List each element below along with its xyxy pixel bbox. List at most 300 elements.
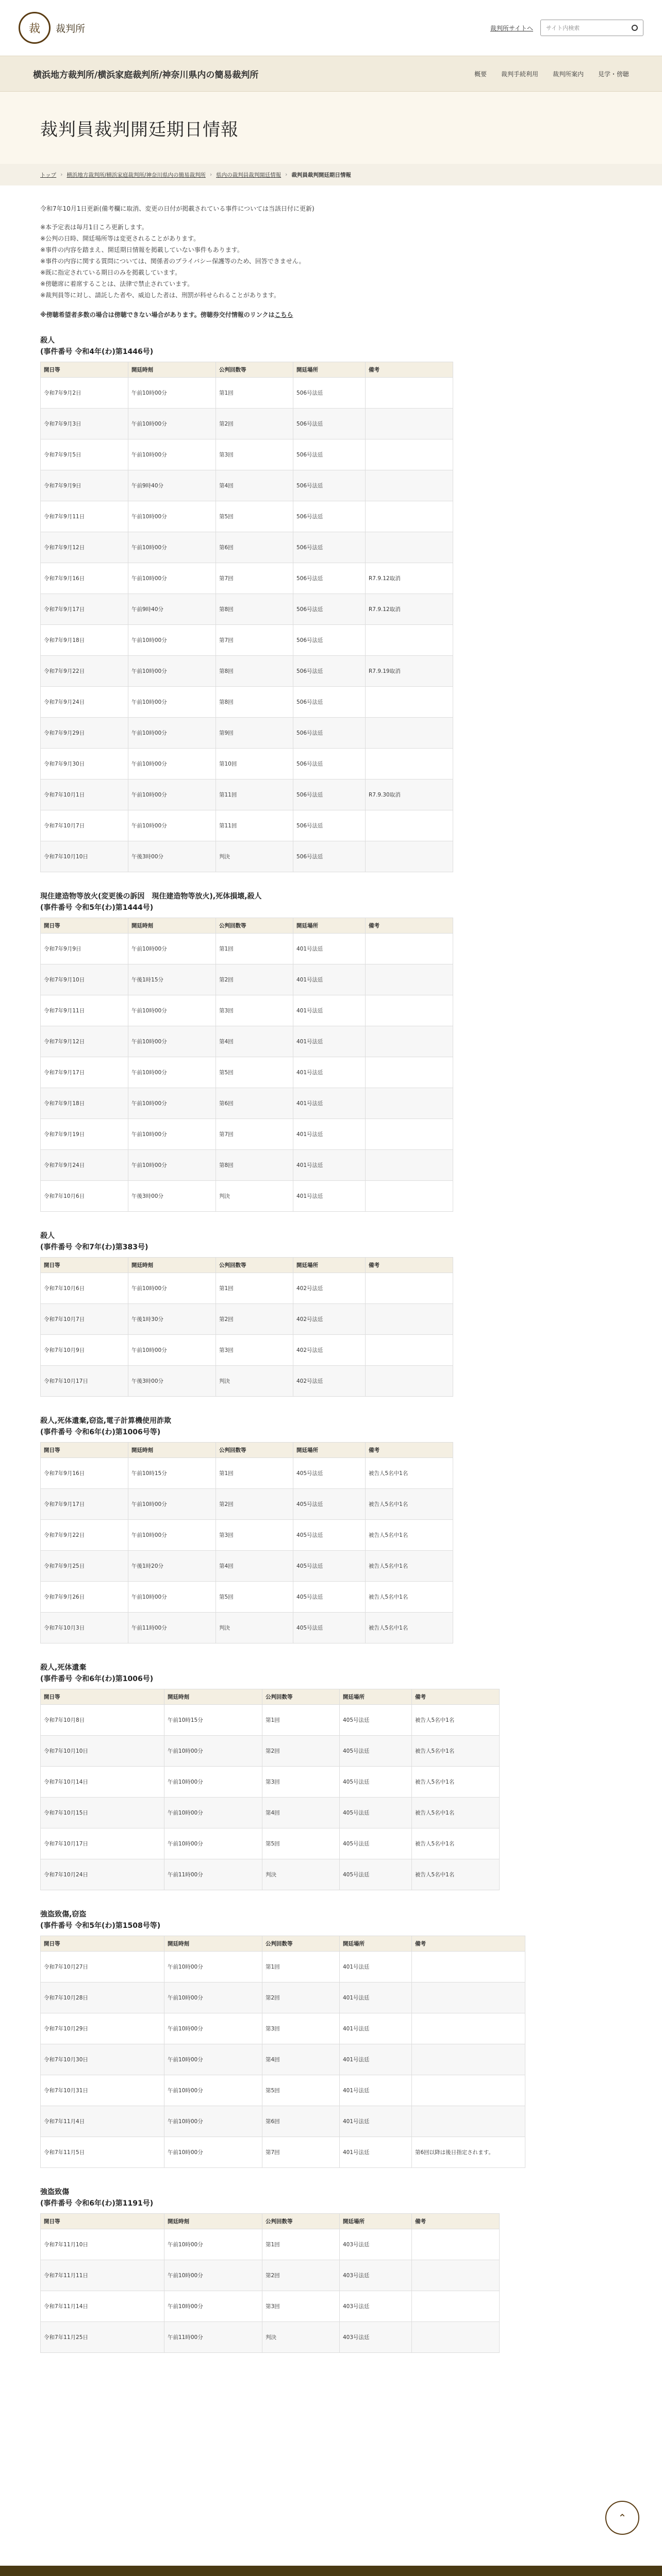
table-header-cell: 開日等 [41, 1443, 128, 1458]
table-cell: 401号法廷 [340, 2044, 412, 2075]
search-input[interactable] [540, 20, 643, 36]
table-cell: 第4回 [262, 1798, 340, 1828]
table-cell: 506号法廷 [293, 656, 366, 687]
table-row [41, 1489, 453, 1520]
breadcrumb-item[interactable]: 横浜地方裁判所/横浜家庭裁判所/神奈川県内の簡易裁判所 [67, 172, 206, 178]
table-row [41, 810, 453, 841]
note-line: ※事件の内容に関する質問については、関係者のプライバシー保護等のため、回答できません。 [40, 258, 305, 265]
table-cell: 506号法廷 [293, 718, 366, 749]
table-cell: 401号法廷 [340, 2075, 412, 2106]
table-cell: 令和7年9月12日 [41, 1026, 128, 1057]
table-cell: 判決 [216, 841, 293, 872]
case-section [40, 2187, 622, 2353]
table-row [41, 1335, 453, 1366]
table-cell: 午後1時30分 [128, 1304, 216, 1335]
case-title: 強盗致傷 [40, 2188, 69, 2196]
table-cell [366, 378, 453, 409]
table-cell: 午前10時00分 [128, 934, 216, 964]
table-cell: 午後3時00分 [128, 1366, 216, 1397]
table-cell: 令和7年10月28日 [41, 1982, 164, 2013]
table-cell: 令和7年10月7日 [41, 1304, 128, 1335]
table-cell [366, 625, 453, 656]
table-header-cell: 開廷時刻 [128, 918, 216, 934]
table-row [41, 1366, 453, 1397]
court-nav-item[interactable]: 概要 [474, 70, 487, 78]
table-row [41, 934, 453, 964]
table-cell: 令和7年9月25日 [41, 1551, 128, 1582]
table-cell: 405号法廷 [293, 1582, 366, 1613]
table-row [41, 964, 453, 995]
logo-text: 裁判所 [56, 23, 86, 35]
table-row [41, 532, 453, 563]
case-title: 現住建造物等放火(変更後の訴因 現住建造物等放火),死体損壊,殺人 [40, 892, 262, 901]
table-cell: 403号法廷 [340, 2322, 412, 2353]
table-cell [412, 2291, 500, 2322]
table-cell: 401号法廷 [293, 964, 366, 995]
table-cell [366, 1181, 453, 1212]
table-cell: 午前10時00分 [128, 718, 216, 749]
table-cell [366, 470, 453, 501]
table-cell: 506号法廷 [293, 563, 366, 594]
note-line: ※既に指定されている期日のみを掲載しています。 [40, 269, 181, 276]
case-number: (事件番号 令和6年(わ)第1006号) [40, 1675, 154, 1683]
table-row [41, 1613, 453, 1643]
table-cell: 令和7年10月10日 [41, 841, 128, 872]
table-cell: 405号法廷 [340, 1736, 412, 1767]
table-row [41, 2291, 500, 2322]
table-cell [366, 1088, 453, 1119]
table-cell [366, 409, 453, 439]
table-cell: 第3回 [216, 439, 293, 470]
table-header-cell: 開廷場所 [293, 1443, 366, 1458]
table-cell: 午前10時00分 [164, 1982, 262, 2013]
table-cell: 判決 [216, 1181, 293, 1212]
table-cell: 402号法廷 [293, 1304, 366, 1335]
table-cell [366, 1366, 453, 1397]
search-icon[interactable] [632, 25, 638, 31]
table-header-cell: 開日等 [41, 1258, 128, 1273]
table-cell [366, 841, 453, 872]
table-cell: 506号法廷 [293, 378, 366, 409]
table-header-cell: 開廷場所 [293, 362, 366, 378]
table-header-row [41, 362, 453, 378]
breadcrumb-item[interactable]: トップ [40, 172, 57, 178]
table-cell [366, 749, 453, 779]
table-row [41, 2106, 525, 2137]
table-cell: 令和7年9月22日 [41, 1520, 128, 1551]
case-section [40, 1415, 622, 1643]
table-cell: 午前10時00分 [128, 1026, 216, 1057]
table-cell: 第8回 [216, 656, 293, 687]
table-cell: 506号法廷 [293, 409, 366, 439]
table-cell [412, 2075, 525, 2106]
table-cell: 令和7年9月16日 [41, 563, 128, 594]
note-line: ※裁判員等に対し、請託した者や、威迫した者は、刑罰が科せられることがあります。 [40, 292, 280, 299]
table-cell: 被告人5名中1名 [412, 1828, 500, 1859]
table-cell: 午前10時00分 [128, 439, 216, 470]
table-row [41, 2075, 525, 2106]
table-cell: 第4回 [262, 2044, 340, 2075]
table-row [41, 2137, 525, 2168]
table-cell: 令和7年10月6日 [41, 1181, 128, 1212]
breadcrumb [0, 164, 662, 185]
table-cell: 午前10時00分 [128, 1119, 216, 1150]
table-cell: 401号法廷 [340, 2106, 412, 2137]
table-cell: 令和7年9月9日 [41, 934, 128, 964]
table-cell: 令和7年10月29日 [41, 2013, 164, 2044]
schedule-table [40, 2213, 500, 2353]
site-logo[interactable] [19, 12, 85, 44]
table-cell: 506号法廷 [293, 439, 366, 470]
case-section [40, 1230, 622, 1397]
table-cell: 午前11時00分 [164, 2322, 262, 2353]
table-header-cell: 公判回数等 [216, 918, 293, 934]
table-cell: 令和7年10月7日 [41, 810, 128, 841]
table-cell: 判決 [262, 1859, 340, 1890]
table-cell: 第5回 [216, 1582, 293, 1613]
table-cell [366, 1304, 453, 1335]
table-cell [366, 501, 453, 532]
table-cell: 令和7年9月17日 [41, 1057, 128, 1088]
table-cell [412, 2260, 500, 2291]
table-cell: 第7回 [216, 625, 293, 656]
table-cell: 第1回 [216, 378, 293, 409]
table-row [41, 470, 453, 501]
table-cell: 506号法廷 [293, 749, 366, 779]
table-cell: 午前10時00分 [164, 2075, 262, 2106]
table-cell: 401号法廷 [293, 1150, 366, 1181]
table-cell: 令和7年9月18日 [41, 1088, 128, 1119]
table-cell: 午前10時00分 [164, 2106, 262, 2137]
table-row [41, 625, 453, 656]
table-cell: 令和7年9月11日 [41, 995, 128, 1026]
table-cell: 第1回 [216, 1458, 293, 1489]
table-cell: 午後3時00分 [128, 841, 216, 872]
case-number: (事件番号 令和5年(わ)第1508号等) [40, 1922, 161, 1930]
table-cell: 401号法廷 [293, 1057, 366, 1088]
table-header-cell: 開日等 [41, 1689, 164, 1705]
table-cell: 令和7年11月5日 [41, 2137, 164, 2168]
case-number: (事件番号 令和6年(わ)第1006号等) [40, 1428, 161, 1436]
table-cell: 午前10時00分 [128, 1088, 216, 1119]
table-cell: 被告人5名中1名 [412, 1859, 500, 1890]
table-cell: 午前10時00分 [128, 1335, 216, 1366]
table-cell: R7.9.19取消 [366, 656, 453, 687]
table-cell: 被告人5名中1名 [366, 1489, 453, 1520]
table-cell: 401号法廷 [340, 1952, 412, 1982]
table-row [41, 2044, 525, 2075]
table-cell: 令和7年9月24日 [41, 687, 128, 718]
table-cell: 令和7年9月16日 [41, 1458, 128, 1489]
table-header-row [41, 1258, 453, 1273]
main-content [0, 185, 662, 2353]
table-cell: 午前10時15分 [128, 1458, 216, 1489]
case-section [40, 335, 622, 872]
sitemap-link[interactable]: 裁判所サイトへ [490, 24, 533, 32]
schedule-table [40, 918, 453, 1212]
table-cell: 第1回 [216, 1273, 293, 1304]
table-row [41, 501, 453, 532]
table-cell: 第11回 [216, 779, 293, 810]
table-cell: 令和7年9月18日 [41, 625, 128, 656]
chevron-up-icon: ⌃ [618, 2512, 627, 2524]
court-nav-item[interactable]: 見学・傍聴 [598, 70, 629, 78]
table-cell: 第6回 [216, 532, 293, 563]
table-cell: 506号法廷 [293, 810, 366, 841]
table-cell: 令和7年10月6日 [41, 1273, 128, 1304]
table-cell: 被告人5名中1名 [412, 1798, 500, 1828]
case-number: (事件番号 令和6年(わ)第1191号) [40, 2199, 154, 2208]
table-cell [366, 934, 453, 964]
breadcrumb-separator: › [285, 172, 288, 178]
breadcrumb-item[interactable]: 県内の裁判員裁判開廷情報 [216, 172, 282, 178]
table-cell: 令和7年10月10日 [41, 1736, 164, 1767]
notes-list [40, 222, 622, 320]
table-cell: 判決 [216, 1613, 293, 1643]
table-cell: 第8回 [216, 687, 293, 718]
table-row [41, 1150, 453, 1181]
table-cell: R7.9.30取消 [366, 779, 453, 810]
table-cell: 午前10時00分 [128, 409, 216, 439]
table-cell: R7.9.12取消 [366, 594, 453, 625]
table-cell: 第10回 [216, 749, 293, 779]
table-cell: 第2回 [262, 1982, 340, 2013]
table-row [41, 1736, 500, 1767]
table-cell: 405号法廷 [340, 1767, 412, 1798]
table-header-cell: 開日等 [41, 918, 128, 934]
table-header-cell: 開廷時刻 [128, 1258, 216, 1273]
table-cell: 第5回 [262, 1828, 340, 1859]
table-cell [366, 1057, 453, 1088]
table-header-cell: 公判回数等 [262, 2214, 340, 2229]
table-cell [412, 2044, 525, 2075]
table-cell: 506号法廷 [293, 470, 366, 501]
table-row [41, 1582, 453, 1613]
table-cell: 午前10時00分 [128, 779, 216, 810]
site-footer [0, 2566, 662, 2576]
back-to-top-button[interactable] [605, 2501, 639, 2535]
schedule-table [40, 362, 453, 872]
table-cell: 第5回 [216, 501, 293, 532]
table-header-cell: 開廷時刻 [128, 362, 216, 378]
table-cell: 405号法廷 [293, 1551, 366, 1582]
table-cell: 第3回 [216, 995, 293, 1026]
case-section [40, 1662, 622, 1890]
table-cell [366, 1273, 453, 1304]
table-cell: 第1回 [216, 934, 293, 964]
table-row [41, 718, 453, 749]
table-cell: 第1回 [262, 1952, 340, 1982]
table-cell: 405号法廷 [340, 1705, 412, 1736]
table-row [41, 1119, 453, 1150]
schedule-table [40, 1689, 500, 1890]
table-row [41, 1026, 453, 1057]
table-cell: 506号法廷 [293, 532, 366, 563]
table-row [41, 1982, 525, 2013]
table-cell: 令和7年10月15日 [41, 1798, 164, 1828]
table-cell: 午前10時00分 [164, 1736, 262, 1767]
table-cell: 402号法廷 [293, 1366, 366, 1397]
table-row [41, 1798, 500, 1828]
table-row [41, 1181, 453, 1212]
court-nav [474, 70, 629, 78]
table-cell: 506号法廷 [293, 687, 366, 718]
table-cell [412, 1982, 525, 2013]
table-cell: 被告人5名中1名 [412, 1767, 500, 1798]
note-line: ※事件の内容を踏まえ、開廷期日情報を掲載していない事件もあります。 [40, 246, 243, 253]
table-cell: 午前10時00分 [128, 749, 216, 779]
table-cell: 第3回 [262, 1767, 340, 1798]
table-header-cell: 開廷場所 [340, 2214, 412, 2229]
table-cell: 第1回 [262, 2229, 340, 2260]
table-cell [412, 2322, 500, 2353]
case-title: 強盗致傷,窃盗 [40, 1910, 87, 1919]
table-cell [366, 1119, 453, 1150]
table-cell: 第6回 [216, 1088, 293, 1119]
table-cell: 第7回 [216, 1119, 293, 1150]
table-cell: 令和7年9月10日 [41, 964, 128, 995]
table-cell: 令和7年9月17日 [41, 1489, 128, 1520]
schedule-table [40, 1257, 453, 1397]
table-cell: 506号法廷 [293, 501, 366, 532]
table-header-cell: 開日等 [41, 362, 128, 378]
table-row [41, 409, 453, 439]
table-header-cell: 備考 [412, 1936, 525, 1952]
table-cell: 被告人5名中1名 [412, 1705, 500, 1736]
table-cell: 令和7年10月9日 [41, 1335, 128, 1366]
ticket-info-link[interactable]: こちら [274, 311, 293, 318]
table-cell: 令和7年10月17日 [41, 1828, 164, 1859]
table-header-cell: 備考 [412, 1689, 500, 1705]
table-row [41, 1088, 453, 1119]
table-cell: 第7回 [216, 563, 293, 594]
table-header-cell: 公判回数等 [262, 1689, 340, 1705]
table-row [41, 1859, 500, 1890]
breadcrumb-item: 裁判員裁判開廷期日情報 [291, 172, 351, 178]
table-row [41, 1705, 500, 1736]
case-title: 殺人,死体遺棄 [40, 1664, 87, 1672]
table-cell: 午前10時00分 [164, 1767, 262, 1798]
table-cell [366, 439, 453, 470]
table-row [41, 1458, 453, 1489]
table-cell: 午前10時00分 [128, 687, 216, 718]
table-cell: 401号法廷 [293, 1181, 366, 1212]
table-cell: 401号法廷 [293, 934, 366, 964]
table-cell: 午前10時00分 [128, 1273, 216, 1304]
table-header-row [41, 918, 453, 934]
note-line: ※公判の日時、開廷場所等は変更されることがあります。 [40, 235, 200, 242]
table-cell: 第5回 [216, 1057, 293, 1088]
table-cell [366, 995, 453, 1026]
table-header-row [41, 1443, 453, 1458]
table-cell: 401号法廷 [293, 995, 366, 1026]
table-cell [366, 810, 453, 841]
table-cell: 403号法廷 [340, 2260, 412, 2291]
table-cell: 第3回 [216, 1335, 293, 1366]
table-row [41, 2013, 525, 2044]
table-cell: 午前10時00分 [128, 810, 216, 841]
court-nav-item[interactable]: 裁判手続利用 [501, 70, 538, 78]
table-cell: 午前10時00分 [164, 2229, 262, 2260]
table-cell: 405号法廷 [293, 1613, 366, 1643]
table-cell: 405号法廷 [293, 1489, 366, 1520]
court-name[interactable]: 横浜地方裁判所/横浜家庭裁判所/神奈川県内の簡易裁判所 [33, 70, 259, 80]
gallery-note [40, 309, 622, 320]
table-cell: 第8回 [216, 1150, 293, 1181]
page-title: 裁判員裁判開廷期日情報 [40, 119, 239, 140]
table-cell [412, 1952, 525, 1982]
table-cell: 403号法廷 [340, 2291, 412, 2322]
table-row [41, 749, 453, 779]
table-cell [412, 2229, 500, 2260]
table-row [41, 1304, 453, 1335]
table-cell: 午前10時00分 [128, 1582, 216, 1613]
gallery-note-text: ※傍聴希望者多数の場合は傍聴できない場合があります。傍聴券交付情報のリンクは [40, 311, 275, 318]
table-cell: 令和7年10月17日 [41, 1366, 128, 1397]
table-cell: 午前10時00分 [164, 2044, 262, 2075]
table-cell: 被告人5名中1名 [412, 1736, 500, 1767]
table-cell: 405号法廷 [340, 1798, 412, 1828]
table-cell: 午前10時00分 [164, 1828, 262, 1859]
case-number: (事件番号 令和5年(わ)第1444号) [40, 904, 154, 912]
table-cell: 午前10時00分 [164, 2013, 262, 2044]
table-cell: 令和7年9月9日 [41, 470, 128, 501]
court-nav-item[interactable]: 裁判所案内 [552, 70, 584, 78]
table-cell: 405号法廷 [340, 1859, 412, 1890]
table-cell: 被告人5名中1名 [366, 1551, 453, 1582]
table-row [41, 378, 453, 409]
table-cell: 506号法廷 [293, 841, 366, 872]
table-cell: 401号法廷 [293, 1026, 366, 1057]
table-cell: 令和7年10月3日 [41, 1613, 128, 1643]
table-cell: 令和7年10月31日 [41, 2075, 164, 2106]
table-cell [366, 1026, 453, 1057]
table-header-cell: 公判回数等 [262, 1936, 340, 1952]
table-row [41, 1057, 453, 1088]
table-row [41, 1952, 525, 1982]
table-cell: 第2回 [216, 1489, 293, 1520]
table-row [41, 439, 453, 470]
table-cell: 令和7年9月5日 [41, 439, 128, 470]
table-header-cell: 公判回数等 [216, 1443, 293, 1458]
table-cell: 午前10時00分 [128, 1520, 216, 1551]
table-row [41, 1828, 500, 1859]
case-title: 殺人 [40, 336, 55, 345]
schedule-table [40, 1936, 525, 2168]
table-cell: 令和7年10月30日 [41, 2044, 164, 2075]
table-cell: 令和7年9月30日 [41, 749, 128, 779]
table-cell: 午前10時15分 [164, 1705, 262, 1736]
table-cell: 506号法廷 [293, 625, 366, 656]
table-cell: 第2回 [216, 964, 293, 995]
table-cell: 午前10時00分 [128, 563, 216, 594]
table-cell: 判決 [262, 2322, 340, 2353]
table-header-cell: 開廷時刻 [164, 2214, 262, 2229]
table-header-cell: 開廷場所 [340, 1689, 412, 1705]
table-cell: 令和7年9月11日 [41, 501, 128, 532]
table-cell: 被告人5名中1名 [366, 1520, 453, 1551]
table-cell: 令和7年10月27日 [41, 1952, 164, 1982]
table-cell: 令和7年11月10日 [41, 2229, 164, 2260]
table-header-row [41, 2214, 500, 2229]
table-header-cell: 開日等 [41, 2214, 164, 2229]
table-cell: 令和7年11月4日 [41, 2106, 164, 2137]
table-cell: 第4回 [216, 470, 293, 501]
site-header [0, 0, 662, 56]
table-cell: 第6回以降は後日指定されます。 [412, 2137, 525, 2168]
table-cell: 第4回 [216, 1551, 293, 1582]
table-header-row [41, 1936, 525, 1952]
